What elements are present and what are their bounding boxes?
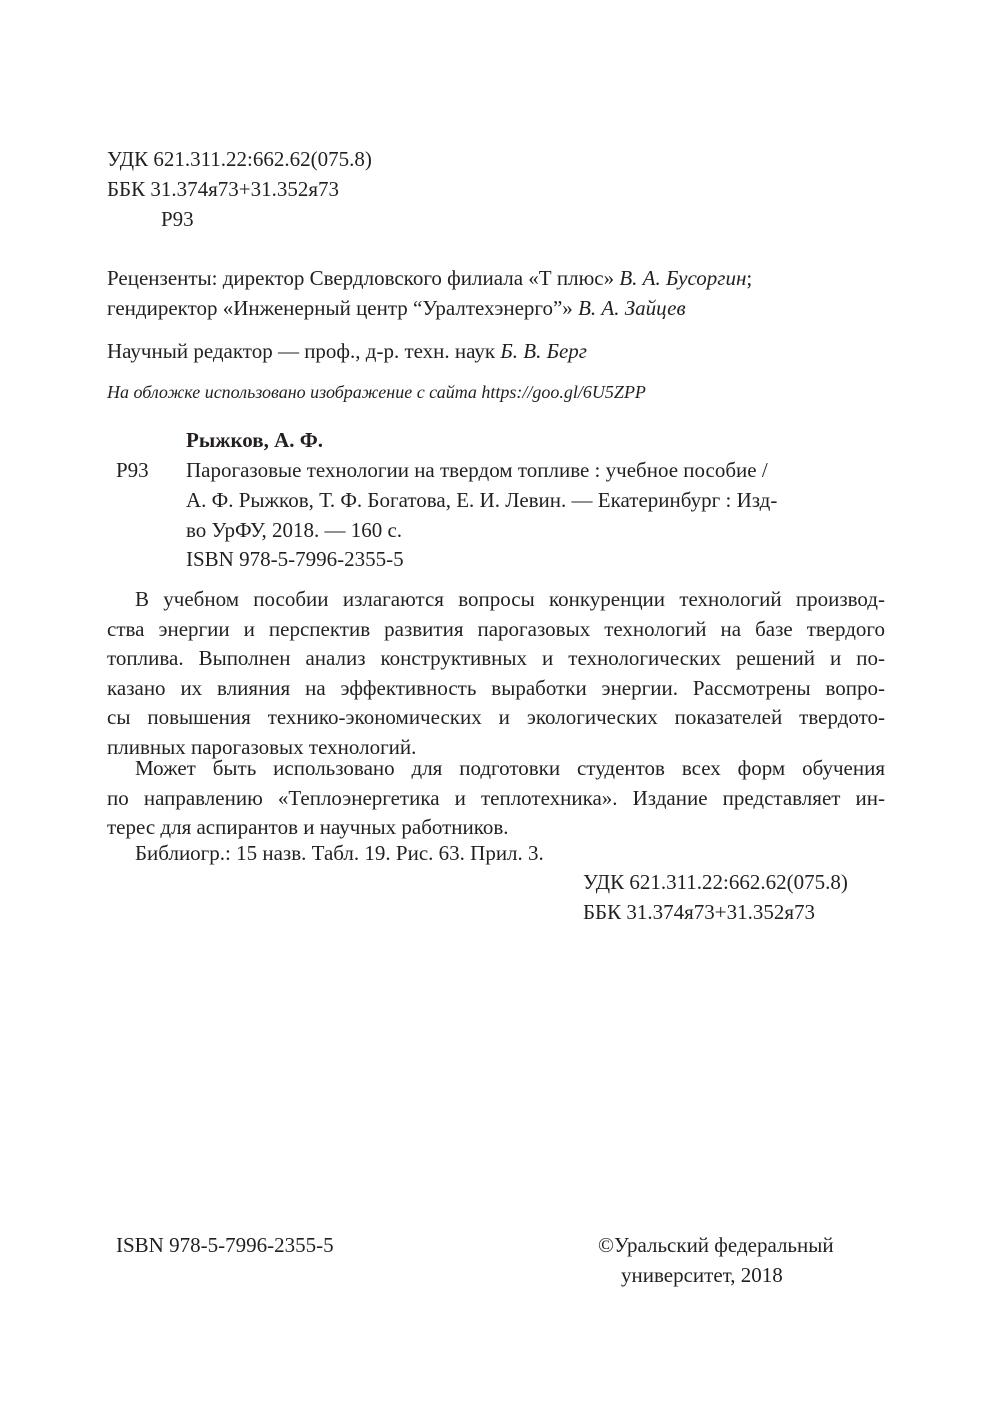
abstract-p1-line: ства энергии и перспектив развития парогазовых технологий на базе твердого	[107, 616, 885, 641]
reviewer-2-name: В. А. Зайцев	[578, 296, 686, 320]
abstract-p2-line: терес для аспирантов и научных работников.	[107, 815, 509, 839]
reviewers-line-1-prefix: Рецензенты: директор Свердловского филиала «Т плюс»	[107, 266, 620, 290]
record-title-line-1	[186, 458, 886, 483]
copyright-line-2: университет, 2018	[621, 1263, 783, 1287]
udk-code-right: УДК 621.311.22:662.62(075.8)	[583, 870, 848, 894]
footer-isbn: ISBN 978-5-7996-2355-5	[116, 1233, 334, 1257]
reviewer-1-name: В. А. Бусоргин	[619, 266, 747, 290]
record-title-text-1: Парогазовые технологии на твердом топливе : учебное пособие /	[186, 458, 768, 482]
abstract-paragraph-1	[107, 585, 885, 762]
record-isbn: ISBN 978-5-7996-2355-5	[186, 547, 404, 571]
abstract-p2-line: по направлению «Теплоэнергетика и теплотехника». Издание представляет ин-	[107, 785, 885, 810]
abstract-paragraph-2	[107, 754, 885, 843]
reviewers-line-2	[107, 296, 686, 321]
reviewers-line-1	[107, 266, 752, 291]
editor-prefix: Научный редактор — проф., д-р. техн. наук	[107, 339, 501, 363]
record-title-line-3: во УрФУ, 2018. — 160 с.	[186, 518, 403, 542]
abstract-p1-line: топлива. Выполнен анализ конструктивных и технологических решений и по-	[107, 646, 885, 670]
abstract-p2-line: Может быть использовано для подготовки студентов всех форм обучения	[135, 756, 885, 780]
scientific-editor	[107, 339, 587, 364]
reviewers-line-1-suffix: ;	[746, 266, 753, 290]
udk-code: УДК 621.311.22:662.62(075.8)	[107, 147, 372, 171]
record-author: Рыжков, А. Ф.	[186, 428, 324, 452]
author-mark: Р93	[161, 207, 194, 231]
reviewers-line-2-prefix: гендиректор «Инженерный центр “Уралтехэнерго”»	[107, 296, 579, 320]
abstract-p1-line: казано их влияния на эффективность выработки энергии. Рассмотрены вопро-	[107, 675, 885, 700]
bbk-code: ББК 31.374я73+31.352я73	[107, 177, 340, 201]
copyright-line-1: ©Уральский федеральный	[598, 1233, 834, 1257]
cover-note: На обложке использовано изображение с сайта https://goo.gl/6U5ZPP	[107, 382, 646, 402]
record-mark: Р93	[116, 458, 149, 482]
abstract-p1-line: пливных парогазовых технологий.	[107, 734, 417, 759]
bbk-code-right: ББК 31.374я73+31.352я73	[583, 900, 816, 924]
abstract-p1-line: В учебном пособии излагаются вопросы конкуренции технологий производ-	[135, 587, 885, 611]
record-title-line-2: А. Ф. Рыжков, Т. Ф. Богатова, Е. И. Левин. — Екатеринбург : Изд-	[186, 488, 778, 512]
abstract-p1-line: сы повышения технико-экономических и экологических показателей твердото-	[107, 705, 885, 729]
editor-name: Б. В. Берг	[500, 339, 587, 363]
bibliography-counts: Библиогр.: 15 назв. Табл. 19. Рис. 63. Прил. 3.	[135, 841, 544, 865]
